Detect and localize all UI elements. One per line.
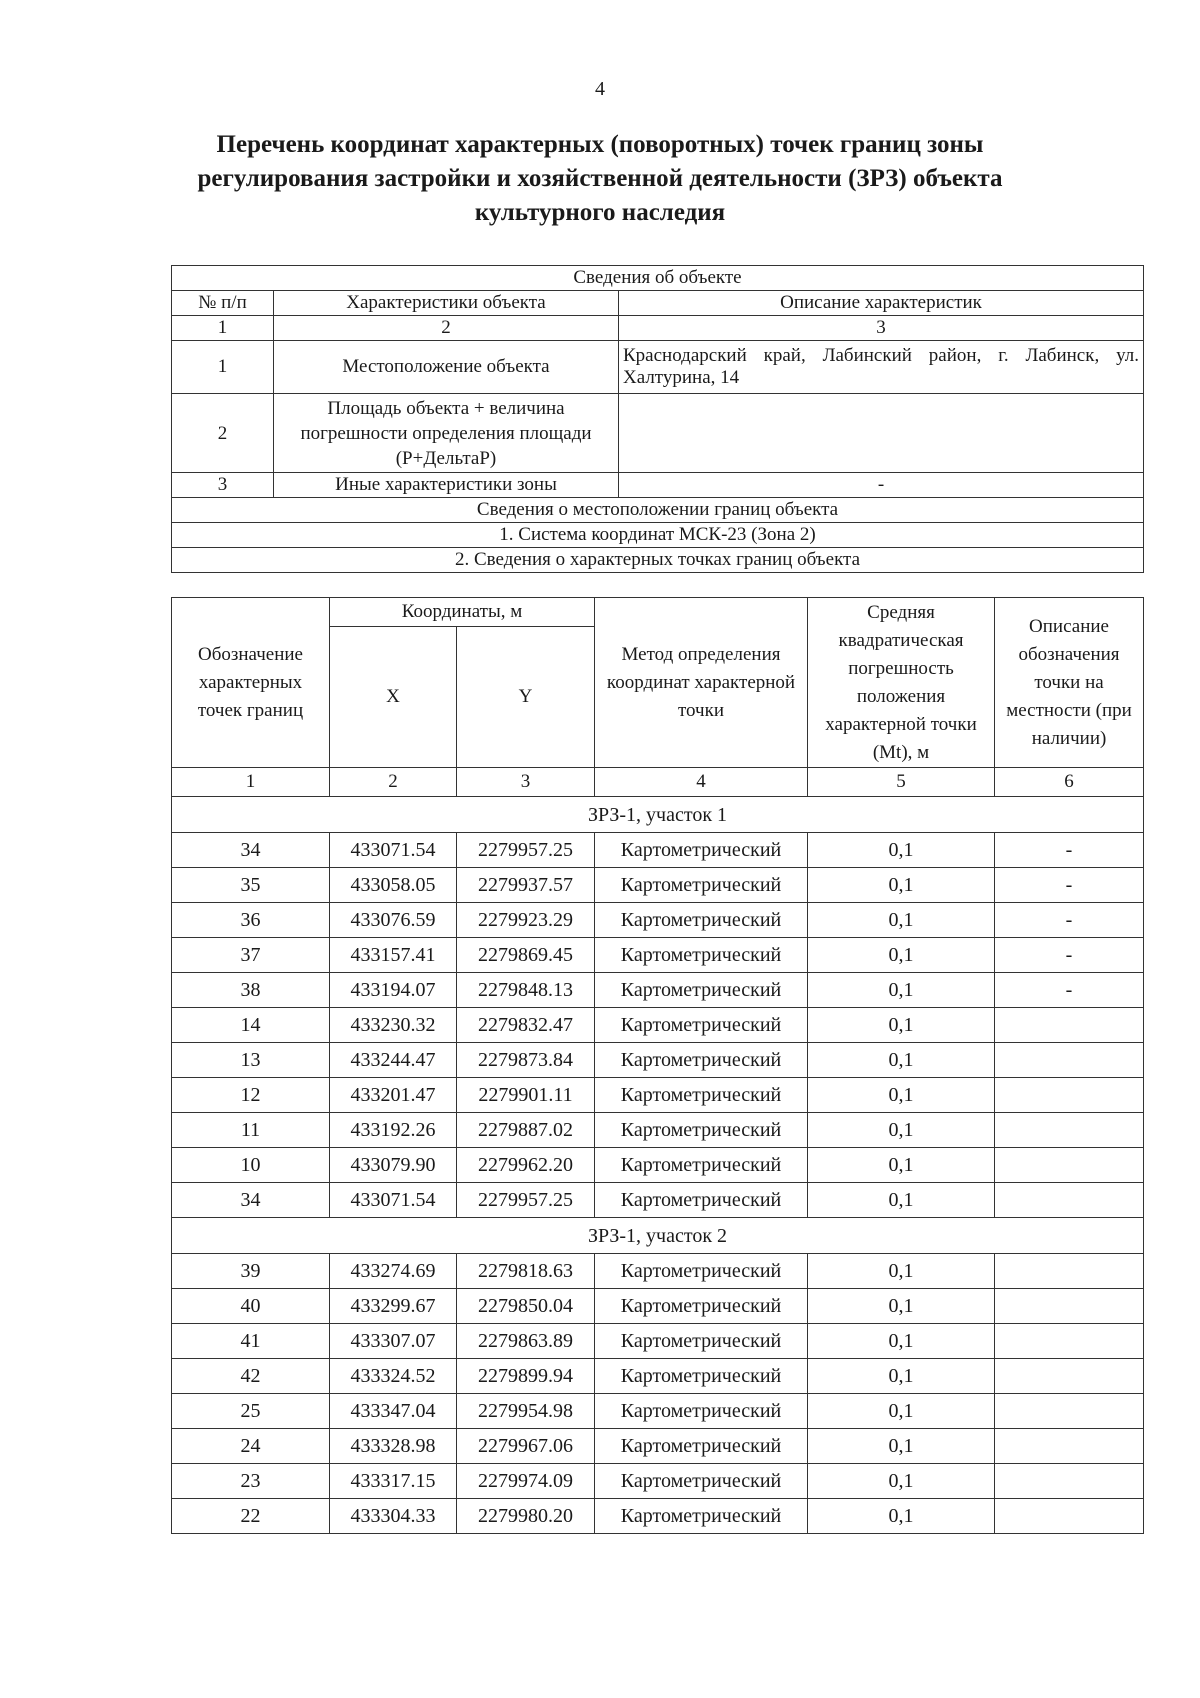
- col-char-header: Характеристики объекта: [274, 291, 619, 316]
- point-desc-cell: [995, 1324, 1144, 1359]
- method-cell: Картометрический: [595, 833, 808, 868]
- page-number: 4: [595, 78, 605, 100]
- x-coord-cell: 433230.32: [330, 1008, 457, 1043]
- x-coord-cell: 433071.54: [330, 833, 457, 868]
- method-header: Метод определения координат характерной точки: [595, 598, 808, 768]
- method-cell: Картометрический: [595, 1394, 808, 1429]
- y-coord-cell: 2279887.02: [457, 1113, 595, 1148]
- x-coord-cell: 433201.47: [330, 1078, 457, 1113]
- table-row: [172, 1183, 1144, 1218]
- error-cell: 0,1: [808, 1429, 995, 1464]
- y-coord-cell: 2279832.47: [457, 1008, 595, 1043]
- point-id-cell: 10: [172, 1148, 330, 1183]
- point-desc-cell: [995, 1464, 1144, 1499]
- point-desc-cell: [995, 1078, 1144, 1113]
- error-header: Средняя квадратическая погрешность положения характерной точки (Mt), м: [808, 598, 995, 768]
- x-coord-cell: 433304.33: [330, 1499, 457, 1534]
- point-desc-cell: [995, 1183, 1144, 1218]
- col-index-cell: 3: [619, 316, 1144, 341]
- point-desc-cell: -: [995, 903, 1144, 938]
- point-id-cell: 34: [172, 833, 330, 868]
- x-coord-cell: 433324.52: [330, 1359, 457, 1394]
- section-title: ЗРЗ-1, участок 2: [172, 1218, 1144, 1254]
- info-row-num: 2: [172, 394, 274, 473]
- error-cell: 0,1: [808, 1008, 995, 1043]
- point-desc-cell: [995, 1499, 1144, 1534]
- table-row: [172, 1008, 1144, 1043]
- y-coord-cell: 2279937.57: [457, 868, 595, 903]
- table-row: [172, 833, 1144, 868]
- table-row: [172, 1113, 1144, 1148]
- error-cell: 0,1: [808, 1043, 995, 1078]
- method-cell: Картометрический: [595, 1183, 808, 1218]
- point-id-cell: 37: [172, 938, 330, 973]
- method-cell: Картометрический: [595, 903, 808, 938]
- col-desc-header: Описание характеристик: [619, 291, 1144, 316]
- info-row-desc: Краснодарский край, Лабинский район, г. Лабинск, ул. Халтурина, 14: [619, 341, 1144, 394]
- info-row-desc: -: [619, 473, 1144, 498]
- y-coord-cell: 2279863.89: [457, 1324, 595, 1359]
- y-coord-cell: 2279850.04: [457, 1289, 595, 1324]
- col-index-cell: 1: [172, 768, 330, 797]
- y-coord-cell: 2279957.25: [457, 1183, 595, 1218]
- point-desc-cell: -: [995, 868, 1144, 903]
- table-row: [172, 1078, 1144, 1113]
- object-info-header: Сведения об объекте: [172, 266, 1144, 291]
- method-cell: Картометрический: [595, 1499, 808, 1534]
- col-index-cell: 1: [172, 316, 274, 341]
- point-id-cell: 13: [172, 1043, 330, 1078]
- x-coord-cell: 433347.04: [330, 1394, 457, 1429]
- point-id-cell: 14: [172, 1008, 330, 1043]
- method-cell: Картометрический: [595, 1429, 808, 1464]
- table-row: [172, 1148, 1144, 1183]
- section-title: ЗРЗ-1, участок 1: [172, 797, 1144, 833]
- point-desc-cell: [995, 1289, 1144, 1324]
- x-header: X: [330, 627, 457, 768]
- error-cell: 0,1: [808, 1324, 995, 1359]
- table-row: [172, 938, 1144, 973]
- error-cell: 0,1: [808, 1254, 995, 1289]
- designation-header: Обозначение характерных точек границ: [172, 598, 330, 768]
- coordinates-header: Координаты, м: [330, 598, 595, 627]
- y-coord-cell: 2279962.20: [457, 1148, 595, 1183]
- y-coord-cell: 2279967.06: [457, 1429, 595, 1464]
- error-cell: 0,1: [808, 1148, 995, 1183]
- section-row: [172, 1218, 1144, 1254]
- points-header: 2. Сведения о характерных точках границ объекта: [172, 548, 1144, 573]
- x-coord-cell: 433071.54: [330, 1183, 457, 1218]
- col-index-cell: 4: [595, 768, 808, 797]
- description-header: Описание обозначения точки на местности (при наличии): [995, 598, 1144, 768]
- x-coord-cell: 433058.05: [330, 868, 457, 903]
- point-desc-cell: -: [995, 938, 1144, 973]
- info-row-num: 3: [172, 473, 274, 498]
- y-coord-cell: 2279873.84: [457, 1043, 595, 1078]
- table-row: [172, 1394, 1144, 1429]
- title-line-2: регулирования застройки и хозяйственной деятельности (ЗРЗ) объекта: [197, 165, 1003, 192]
- point-id-cell: 42: [172, 1359, 330, 1394]
- section-row: [172, 797, 1144, 833]
- x-coord-cell: 433194.07: [330, 973, 457, 1008]
- location-header: Сведения о местоположении границ объекта: [172, 498, 1144, 523]
- x-coord-cell: 433076.59: [330, 903, 457, 938]
- x-coord-cell: 433328.98: [330, 1429, 457, 1464]
- method-cell: Картометрический: [595, 1043, 808, 1078]
- point-id-cell: 22: [172, 1499, 330, 1534]
- table-row: [172, 1289, 1144, 1324]
- col-num-header: № п/п: [172, 291, 274, 316]
- table-row: [172, 903, 1144, 938]
- point-id-cell: 36: [172, 903, 330, 938]
- point-desc-cell: [995, 1254, 1144, 1289]
- y-coord-cell: 2279980.20: [457, 1499, 595, 1534]
- point-id-cell: 25: [172, 1394, 330, 1429]
- point-id-cell: 38: [172, 973, 330, 1008]
- method-cell: Картометрический: [595, 1464, 808, 1499]
- x-coord-cell: 433307.07: [330, 1324, 457, 1359]
- method-cell: Картометрический: [595, 1254, 808, 1289]
- point-desc-cell: [995, 1394, 1144, 1429]
- y-header: Y: [457, 627, 595, 768]
- info-row-num: 1: [172, 341, 274, 394]
- table-row: [172, 1254, 1144, 1289]
- method-cell: Картометрический: [595, 868, 808, 903]
- point-id-cell: 41: [172, 1324, 330, 1359]
- point-id-cell: 34: [172, 1183, 330, 1218]
- error-cell: 0,1: [808, 1394, 995, 1429]
- table-row: [172, 1429, 1144, 1464]
- point-desc-cell: [995, 1148, 1144, 1183]
- error-cell: 0,1: [808, 938, 995, 973]
- error-cell: 0,1: [808, 973, 995, 1008]
- error-cell: 0,1: [808, 1359, 995, 1394]
- info-row-char: Площадь объекта + величина погрешности определения площади (P+ДельтаP): [274, 394, 619, 473]
- coord-system: 1. Система координат МСК-23 (Зона 2): [172, 523, 1144, 548]
- point-id-cell: 12: [172, 1078, 330, 1113]
- error-cell: 0,1: [808, 1113, 995, 1148]
- col-index-cell: 5: [808, 768, 995, 797]
- x-coord-cell: 433157.41: [330, 938, 457, 973]
- x-coord-cell: 433244.47: [330, 1043, 457, 1078]
- point-desc-cell: [995, 1359, 1144, 1394]
- point-id-cell: 24: [172, 1429, 330, 1464]
- method-cell: Картометрический: [595, 1359, 808, 1394]
- y-coord-cell: 2279899.94: [457, 1359, 595, 1394]
- method-cell: Картометрический: [595, 1113, 808, 1148]
- y-coord-cell: 2279957.25: [457, 833, 595, 868]
- y-coord-cell: 2279901.11: [457, 1078, 595, 1113]
- table-row: [172, 1464, 1144, 1499]
- info-row-char: Иные характеристики зоны: [274, 473, 619, 498]
- col-index-cell: 6: [995, 768, 1144, 797]
- method-cell: Картометрический: [595, 1008, 808, 1043]
- document-title: [150, 128, 1050, 230]
- error-cell: 0,1: [808, 1289, 995, 1324]
- table-row: [172, 1324, 1144, 1359]
- y-coord-cell: 2279954.98: [457, 1394, 595, 1429]
- error-cell: 0,1: [808, 1078, 995, 1113]
- method-cell: Картометрический: [595, 938, 808, 973]
- point-id-cell: 40: [172, 1289, 330, 1324]
- point-id-cell: 39: [172, 1254, 330, 1289]
- table-row: [172, 1499, 1144, 1534]
- col-index-cell: 2: [330, 768, 457, 797]
- table-row: [172, 1359, 1144, 1394]
- col-index-cell: 2: [274, 316, 619, 341]
- y-coord-cell: 2279818.63: [457, 1254, 595, 1289]
- x-coord-cell: 433079.90: [330, 1148, 457, 1183]
- method-cell: Картометрический: [595, 1148, 808, 1183]
- x-coord-cell: 433274.69: [330, 1254, 457, 1289]
- y-coord-cell: 2279869.45: [457, 938, 595, 973]
- error-cell: 0,1: [808, 903, 995, 938]
- method-cell: Картометрический: [595, 1078, 808, 1113]
- method-cell: Картометрический: [595, 1289, 808, 1324]
- point-id-cell: 23: [172, 1464, 330, 1499]
- point-desc-cell: [995, 1429, 1144, 1464]
- y-coord-cell: 2279848.13: [457, 973, 595, 1008]
- error-cell: 0,1: [808, 1464, 995, 1499]
- point-desc-cell: -: [995, 833, 1144, 868]
- col-index-cell: 3: [457, 768, 595, 797]
- x-coord-cell: 433317.15: [330, 1464, 457, 1499]
- point-id-cell: 35: [172, 868, 330, 903]
- point-desc-cell: -: [995, 973, 1144, 1008]
- table-row: [172, 1043, 1144, 1078]
- x-coord-cell: 433192.26: [330, 1113, 457, 1148]
- title-line-1: Перечень координат характерных (поворотных) точек границ зоны: [216, 131, 984, 158]
- info-row-char: Местоположение объекта: [274, 341, 619, 394]
- table-row: [172, 868, 1144, 903]
- table-row: [172, 973, 1144, 1008]
- point-id-cell: 11: [172, 1113, 330, 1148]
- object-info-table: [171, 265, 1144, 573]
- error-cell: 0,1: [808, 868, 995, 903]
- info-row-desc: [619, 394, 1144, 473]
- y-coord-cell: 2279923.29: [457, 903, 595, 938]
- point-desc-cell: [995, 1113, 1144, 1148]
- method-cell: Картометрический: [595, 1324, 808, 1359]
- method-cell: Картометрический: [595, 973, 808, 1008]
- error-cell: 0,1: [808, 1183, 995, 1218]
- error-cell: 0,1: [808, 1499, 995, 1534]
- title-line-3: культурного наследия: [474, 199, 726, 226]
- point-desc-cell: [995, 1008, 1144, 1043]
- x-coord-cell: 433299.67: [330, 1289, 457, 1324]
- y-coord-cell: 2279974.09: [457, 1464, 595, 1499]
- boundary-points-table: [171, 597, 1144, 1534]
- point-desc-cell: [995, 1043, 1144, 1078]
- error-cell: 0,1: [808, 833, 995, 868]
